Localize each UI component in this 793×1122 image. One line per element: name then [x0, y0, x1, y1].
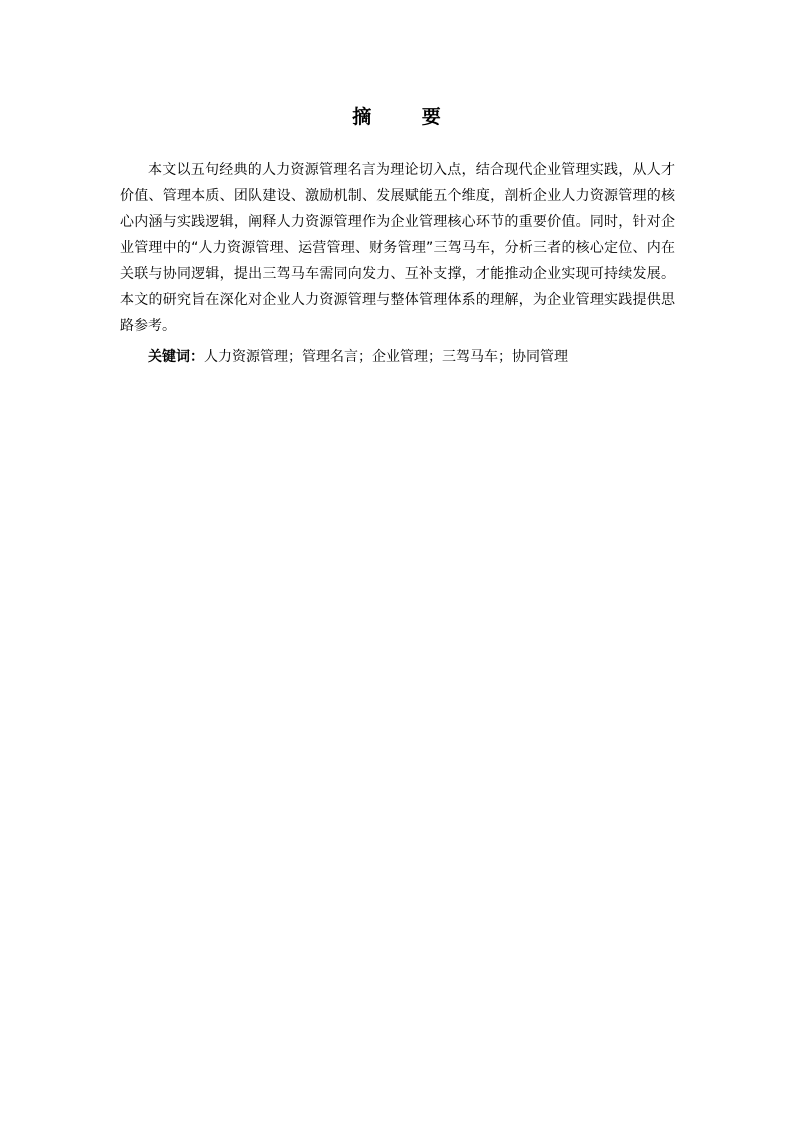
keywords-list: 人力资源管理；管理名言；企业管理；三驾马车；协同管理 — [204, 349, 568, 365]
keywords-separator: ： — [190, 349, 204, 365]
keywords-line — [148, 344, 675, 370]
abstract-body: 本文以五句经典的人力资源管理名言为理论切入点，结合现代企业管理实践，从人才价值、管理本质、团队建设、激励机制、发展赋能五个维度，剖析企业人力资源管理的核心内涵与实践逻辑，阐释人力资源管理作为企业管理核心环节的重要价值。同时，针对企业管理中的“人力资源管理、运营管理、财务管理”三驾马车，分析三者的核心定位、内在关联与协同逻辑，提出三驾马车需同向发力、互补支撑，才能推动企业实现可持续发展。本文的研究旨在深化对企业人力资源管理与整体管理体系的理解，为企业管理实践提供思路参考。 — [120, 162, 675, 334]
keywords-label: 关键词 — [148, 349, 190, 365]
abstract-title: 摘 要 — [352, 106, 463, 128]
